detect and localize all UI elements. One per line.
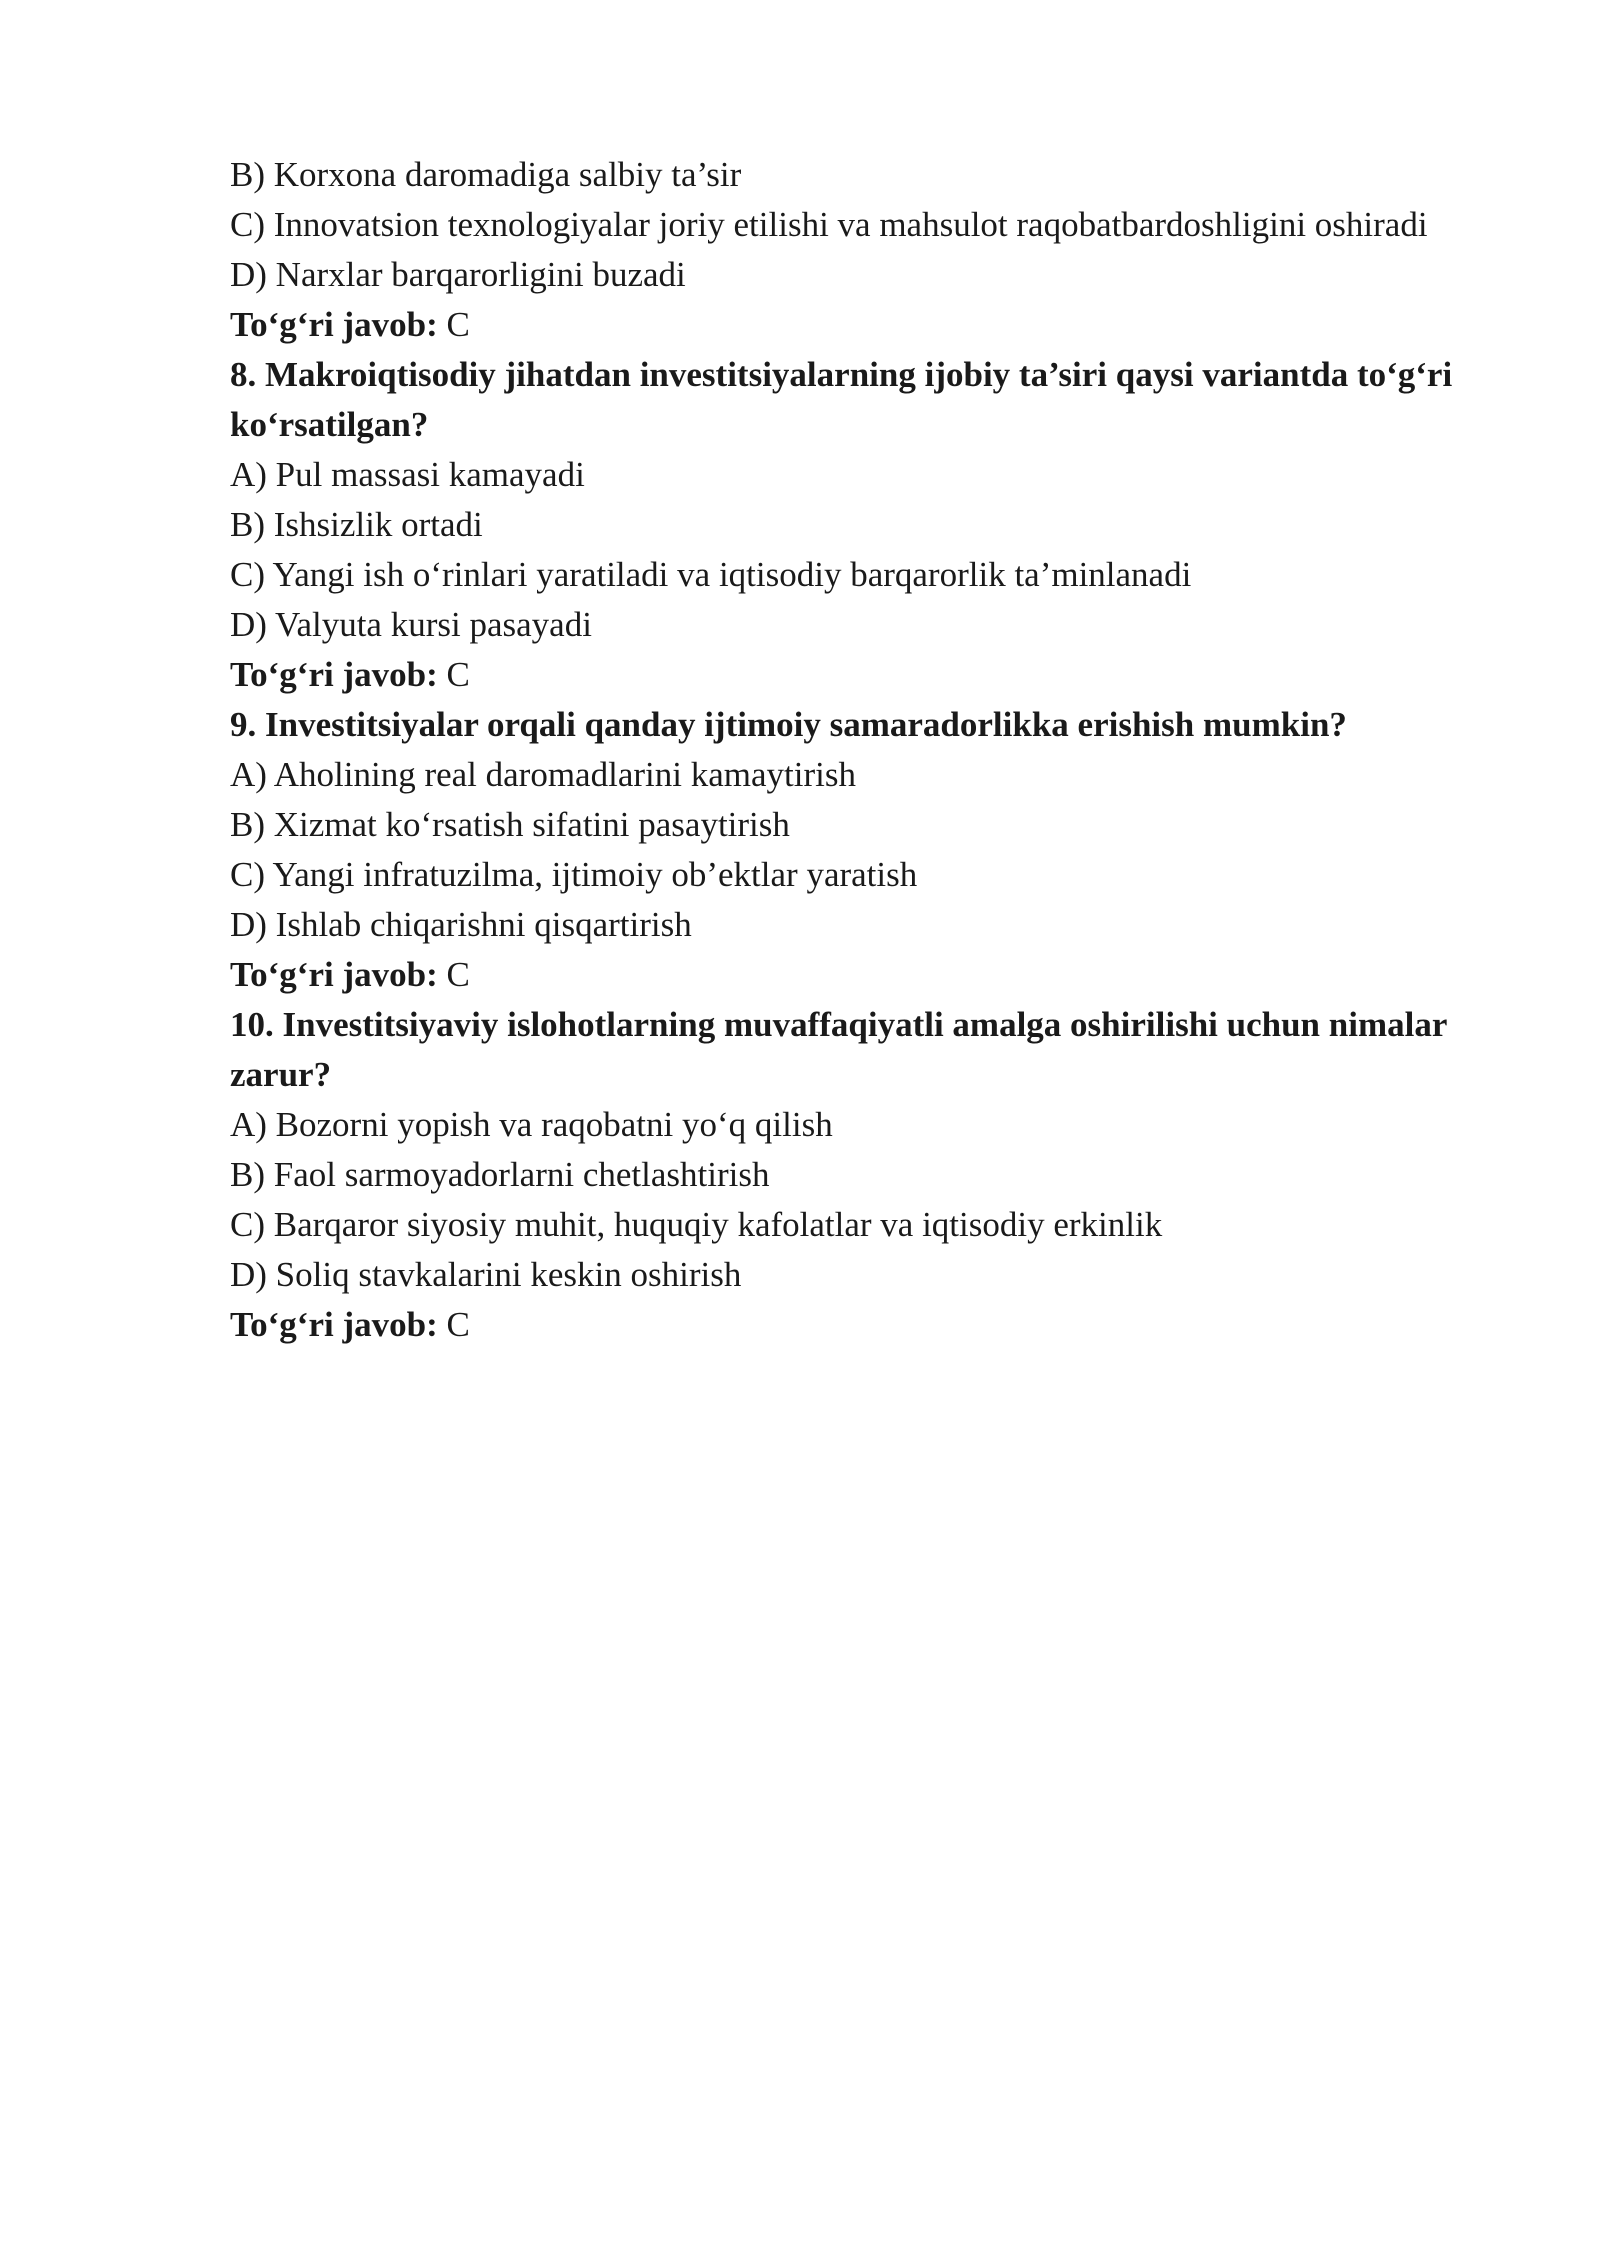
correct-answer <box>230 950 1460 1000</box>
question-text: 8. Makroiqtisodiy jihatdan investitsiyalarning ijobiy ta’siri qaysi variantda to‘g‘ri ko‘rsatilgan? <box>230 355 1453 444</box>
question-text: 10. Investitsiyaviy islohotlarning muvaffaqiyatli amalga oshirilishi uchun nimalar zarur? <box>230 1005 1447 1094</box>
question-10 <box>230 1000 1460 1350</box>
option-c: C) Innovatsion texnologiyalar joriy etilishi va mahsulot raqobatbardoshligini oshiradi <box>230 205 1428 244</box>
option-c: C) Barqaror siyosiy muhit, huquqiy kafolatlar va iqtisodiy erkinlik <box>230 1205 1163 1244</box>
option-d: D) Narxlar barqarorligini buzadi <box>230 255 686 294</box>
correct-answer-label: To‘g‘ri javob: <box>230 305 438 344</box>
correct-answer <box>230 1300 1460 1350</box>
question-7-continuation <box>230 150 1460 350</box>
option-c: C) Yangi ish o‘rinlari yaratiladi va iqtisodiy barqarorlik ta’minlanadi <box>230 555 1192 594</box>
option-d: D) Soliq stavkalarini keskin oshirish <box>230 1255 742 1294</box>
option-a: A) Aholining real daromadlarini kamaytirish <box>230 755 856 794</box>
option-b: B) Korxona daromadiga salbiy ta’sir <box>230 155 742 194</box>
option-b: B) Xizmat ko‘rsatish sifatini pasaytirish <box>230 805 790 844</box>
option-b: B) Faol sarmoyadorlarni chetlashtirish <box>230 1155 770 1194</box>
option-c: C) Yangi infratuzilma, ijtimoiy ob’ektlar yaratish <box>230 855 918 894</box>
correct-answer <box>230 300 1460 350</box>
question-8 <box>230 350 1460 700</box>
correct-answer <box>230 650 1460 700</box>
option-b: B) Ishsizlik ortadi <box>230 505 483 544</box>
correct-answer-value: C <box>437 955 470 994</box>
question-9 <box>230 700 1460 1000</box>
correct-answer-value: C <box>437 1305 470 1344</box>
question-text: 9. Investitsiyalar orqali qanday ijtimoiy samaradorlikka erishish mumkin? <box>230 705 1347 744</box>
correct-answer-label: To‘g‘ri javob: <box>230 655 438 694</box>
option-a: A) Pul massasi kamayadi <box>230 455 585 494</box>
correct-answer-value: C <box>437 305 470 344</box>
option-d: D) Ishlab chiqarishni qisqartirish <box>230 905 692 944</box>
correct-answer-label: To‘g‘ri javob: <box>230 1305 438 1344</box>
correct-answer-label: To‘g‘ri javob: <box>230 955 438 994</box>
option-d: D) Valyuta kursi pasayadi <box>230 605 592 644</box>
correct-answer-value: C <box>437 655 470 694</box>
page-content <box>230 150 1460 1350</box>
option-a: A) Bozorni yopish va raqobatni yo‘q qilish <box>230 1105 833 1144</box>
